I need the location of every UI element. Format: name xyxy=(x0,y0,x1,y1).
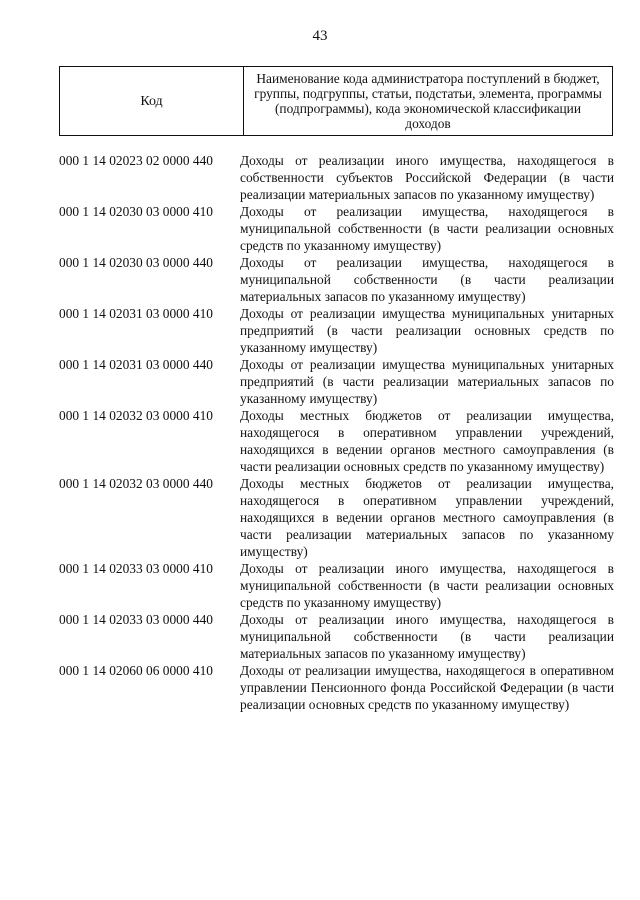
row-code: 000 1 14 02060 06 0000 410 xyxy=(59,663,213,678)
row-description: Доходы от реализации иного имущества, находящегося в муниципальной собственности (в части реализации материальных запасов по указанному имуществу) xyxy=(240,612,614,661)
table-row xyxy=(59,305,615,356)
page-number: 43 xyxy=(312,28,328,44)
row-code: 000 1 14 02031 03 0000 440 xyxy=(59,357,213,372)
row-description: Доходы от реализации имущества муниципальных унитарных предприятий (в части реализации основных средств по указанному имуществу) xyxy=(240,306,614,355)
table-row xyxy=(59,407,615,475)
table-row xyxy=(59,356,615,407)
row-code: 000 1 14 02033 03 0000 440 xyxy=(59,612,213,627)
row-code: 000 1 14 02033 03 0000 410 xyxy=(59,561,213,576)
row-code: 000 1 14 02032 03 0000 410 xyxy=(59,408,213,423)
row-description: Доходы местных бюджетов от реализации имущества, находящегося в оперативном управлении учреждений, находящихся в ведении органов местного самоуправления (в части реализации материальных запасов по указанному имуществу) xyxy=(240,476,614,559)
table-row xyxy=(59,560,615,611)
header-row xyxy=(60,67,613,136)
table-row xyxy=(59,611,615,662)
classification-list xyxy=(59,152,615,713)
row-description: Доходы от реализации имущества, находящегося в муниципальной собственности (в части реализации основных средств по указанному имуществу) xyxy=(240,204,614,253)
row-code: 000 1 14 02031 03 0000 410 xyxy=(59,306,213,321)
row-code: 000 1 14 02032 03 0000 440 xyxy=(59,476,213,491)
table-row xyxy=(59,662,615,713)
table-header xyxy=(59,66,613,136)
table-row xyxy=(59,152,615,203)
row-description: Доходы местных бюджетов от реализации имущества, находящегося в оперативном управлении учреждений, находящихся в ведении органов местного самоуправления (в части реализации основных средств по указанному имуществу) xyxy=(240,408,614,474)
row-description: Доходы от реализации имущества муниципальных унитарных предприятий (в части реализации материальных запасов по указанному имуществу) xyxy=(240,357,614,406)
name-column-header: Наименование кода администратора поступлений в бюджет, группы, подгруппы, статьи, подстатьи, элемента, программы (подпрограммы), кода экономической классификации доходов xyxy=(244,67,613,136)
row-description: Доходы от реализации иного имущества, находящегося в собственности субъектов Российской Федерации (в части реализации материальных запасов по указанному имуществу) xyxy=(240,153,614,202)
row-description: Доходы от реализации иного имущества, находящегося в муниципальной собственности (в части реализации основных средств по указанному имуществу) xyxy=(240,561,614,610)
table-row xyxy=(59,203,615,254)
row-description: Доходы от реализации имущества, находящегося в оперативном управлении Пенсионного фонда Российской Федерации (в части реализации основных средств по указанному имуществу) xyxy=(240,663,614,712)
code-column-header: Код xyxy=(60,67,244,136)
row-code: 000 1 14 02030 03 0000 410 xyxy=(59,204,213,219)
table-row xyxy=(59,254,615,305)
row-code: 000 1 14 02023 02 0000 440 xyxy=(59,153,213,168)
row-description: Доходы от реализации имущества, находящегося в муниципальной собственности (в части реализации материальных запасов по указанному имуществу) xyxy=(240,255,614,304)
table-row xyxy=(59,475,615,560)
row-code: 000 1 14 02030 03 0000 440 xyxy=(59,255,213,270)
